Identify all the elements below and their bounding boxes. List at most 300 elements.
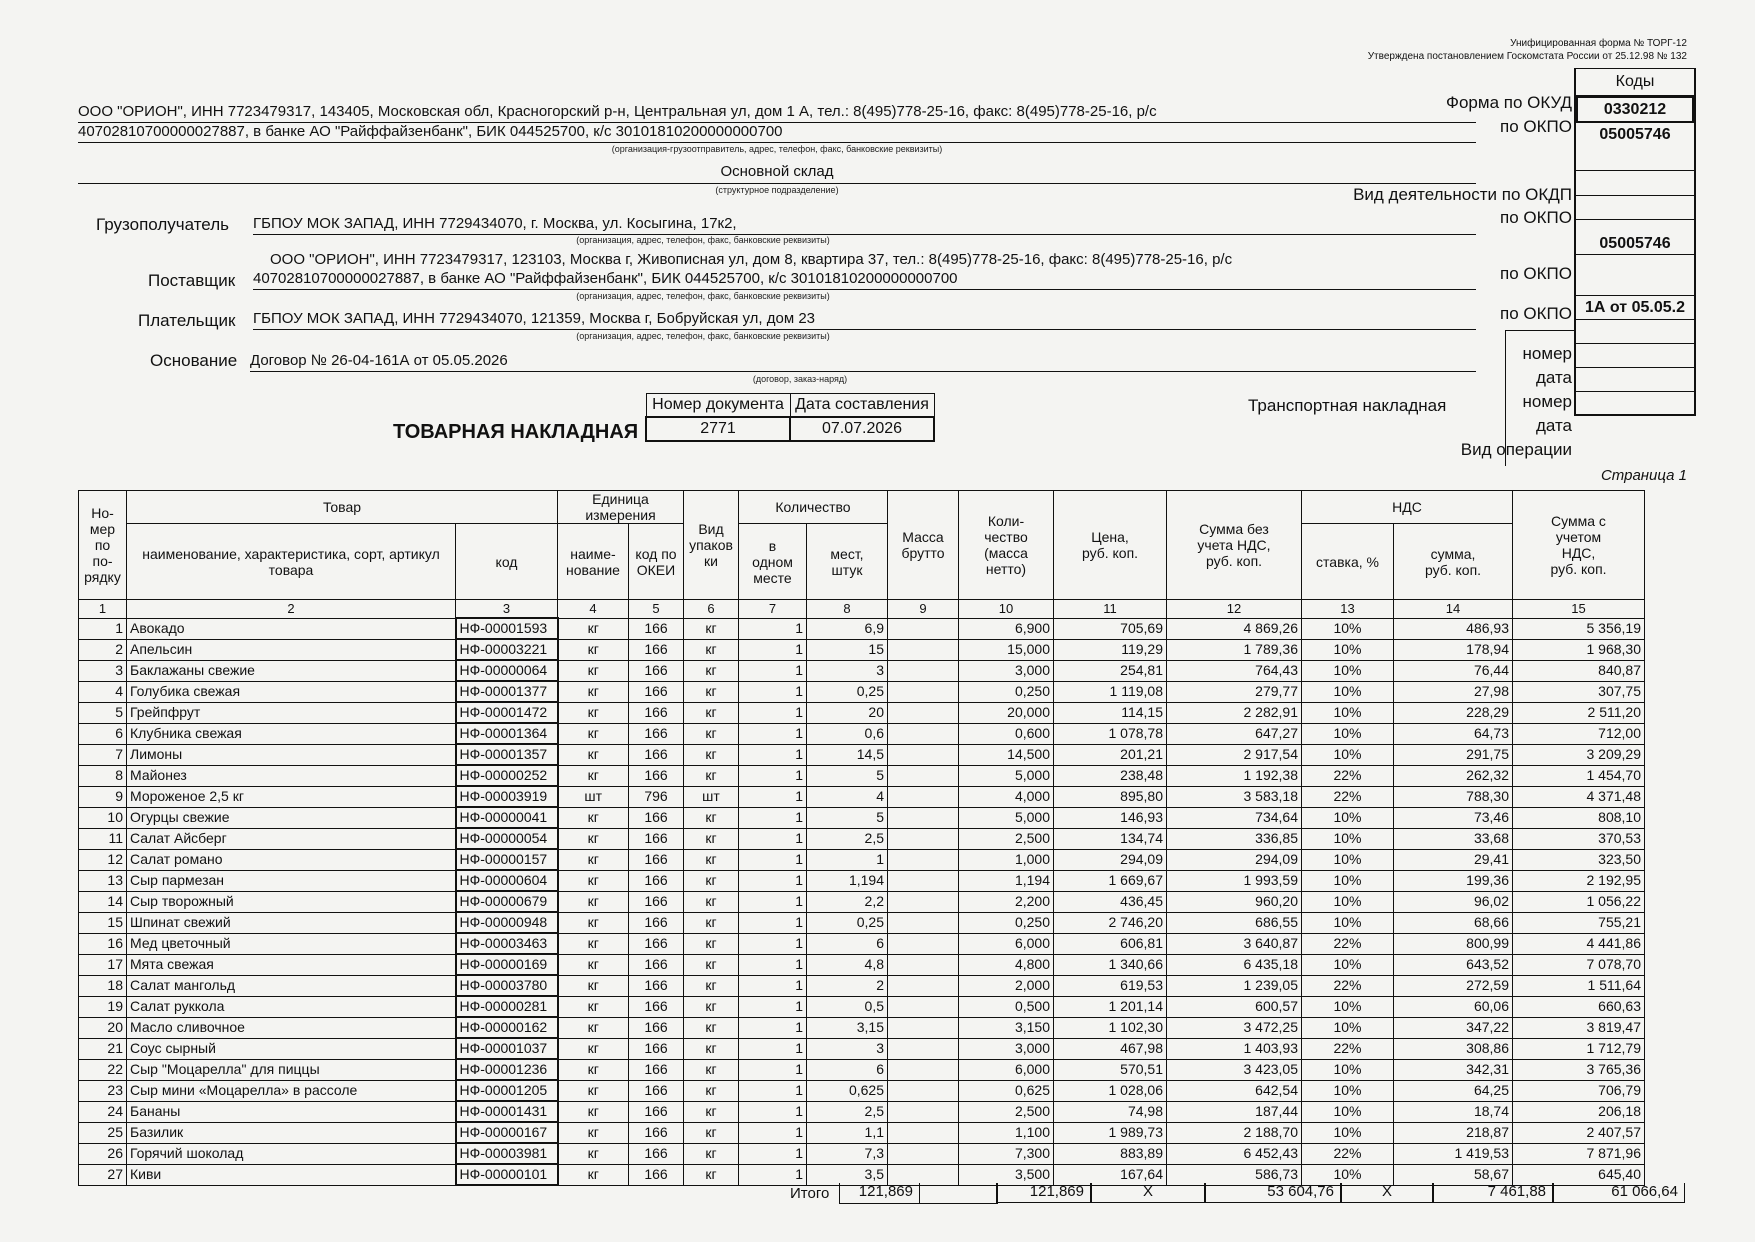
pack-type: кг	[684, 849, 739, 870]
goods-name: Салат руккола	[127, 996, 456, 1017]
goods-name: Горячий шоколад	[127, 1143, 456, 1164]
qty-places: 5	[807, 765, 888, 786]
gross-mass	[888, 723, 959, 744]
qty-in-one: 1	[739, 639, 807, 660]
vat-sum: 64,25	[1394, 1080, 1513, 1101]
table-row	[79, 786, 1645, 807]
goods-table	[78, 490, 1645, 1186]
column-number: 1	[79, 600, 127, 619]
totals-total: 61 066,64	[1553, 1183, 1685, 1203]
document-number-table	[645, 393, 935, 442]
table-row	[79, 765, 1645, 786]
form-header	[1368, 37, 1687, 63]
net-qty: 4,800	[959, 954, 1054, 975]
qty-in-one: 1	[739, 618, 807, 639]
price: 238,48	[1054, 765, 1167, 786]
gross-mass	[888, 954, 959, 975]
total-sum: 5 356,19	[1513, 618, 1645, 639]
pack-type: кг	[684, 618, 739, 639]
gross-mass	[888, 1038, 959, 1059]
row-number: 25	[79, 1122, 127, 1143]
vat-rate: 22%	[1302, 1143, 1394, 1164]
total-sum: 7 078,70	[1513, 954, 1645, 975]
vat-sum: 73,46	[1394, 807, 1513, 828]
qty-places: 2,2	[807, 891, 888, 912]
pack-type: кг	[684, 1122, 739, 1143]
okei-code: 166	[629, 744, 684, 765]
totals-vat-sum: 7 461,88	[1433, 1183, 1553, 1203]
row-number: 22	[79, 1059, 127, 1080]
gross-mass	[888, 1122, 959, 1143]
row-number: 13	[79, 870, 127, 891]
vat-sum: 262,32	[1394, 765, 1513, 786]
price: 436,45	[1054, 891, 1167, 912]
sum-novat: 586,73	[1167, 1164, 1302, 1185]
qty-in-one: 1	[739, 744, 807, 765]
goods-code: НФ-00001357	[456, 744, 558, 765]
totals-rate: X	[1341, 1183, 1433, 1203]
pack-type: кг	[684, 1080, 739, 1101]
price: 619,53	[1054, 975, 1167, 996]
supplier-line2: 40702810700000027887, в банке АО "Райффайзенбанк", БИК 044525700, к/с 30101810200000000700	[253, 270, 1476, 290]
vat-sum: 96,02	[1394, 891, 1513, 912]
qty-in-one: 1	[739, 996, 807, 1017]
qty-in-one: 1	[739, 1059, 807, 1080]
okei-code: 166	[629, 1017, 684, 1038]
okei-code: 166	[629, 765, 684, 786]
row-number: 14	[79, 891, 127, 912]
department-caption: (структурное подразделение)	[715, 185, 839, 195]
vat-rate: 10%	[1302, 1122, 1394, 1143]
doc-date-header: Дата составления	[790, 394, 934, 418]
pack-type: кг	[684, 1101, 739, 1122]
gross-mass	[888, 660, 959, 681]
qty-in-one: 1	[739, 975, 807, 996]
total-sum: 1 712,79	[1513, 1038, 1645, 1059]
goods-name: Шпинат свежий	[127, 912, 456, 933]
sum-novat: 3 423,05	[1167, 1059, 1302, 1080]
goods-code: НФ-00000064	[456, 660, 558, 681]
qty-places: 6,9	[807, 618, 888, 639]
unit-name: шт	[558, 786, 629, 807]
h-okei: код по ОКЕИ	[629, 524, 684, 600]
okei-code: 166	[629, 618, 684, 639]
row-number: 5	[79, 702, 127, 723]
column-number: 3	[456, 600, 558, 619]
pack-type: кг	[684, 933, 739, 954]
price: 570,51	[1054, 1059, 1167, 1080]
qty-in-one: 1	[739, 681, 807, 702]
net-qty: 2,200	[959, 891, 1054, 912]
vat-sum: 68,66	[1394, 912, 1513, 933]
vat-sum: 218,87	[1394, 1122, 1513, 1143]
goods-code: НФ-00001364	[456, 723, 558, 744]
basis-caption: (договор, заказ-наряд)	[752, 374, 848, 384]
sum-novat: 3 640,87	[1167, 933, 1302, 954]
qty-places: 5	[807, 807, 888, 828]
price: 1 078,78	[1054, 723, 1167, 744]
consignee-label: Грузополучатель	[96, 215, 229, 234]
vat-sum: 64,73	[1394, 723, 1513, 744]
column-number: 4	[558, 600, 629, 619]
row-number: 24	[79, 1101, 127, 1122]
unit-name: кг	[558, 954, 629, 975]
goods-name: Лимоны	[127, 744, 456, 765]
row-number: 4	[79, 681, 127, 702]
price: 1 340,66	[1054, 954, 1167, 975]
pack-type: кг	[684, 807, 739, 828]
vat-rate: 10%	[1302, 828, 1394, 849]
net-qty: 6,000	[959, 1059, 1054, 1080]
okei-code: 166	[629, 1038, 684, 1059]
qty-places: 1	[807, 849, 888, 870]
pack-type: шт	[684, 786, 739, 807]
goods-code: НФ-00000041	[456, 807, 558, 828]
vat-sum: 228,29	[1394, 702, 1513, 723]
h-unit-name: наиме- нование	[558, 524, 629, 600]
gross-mass	[888, 933, 959, 954]
okei-code: 796	[629, 786, 684, 807]
goods-code: НФ-00003221	[456, 639, 558, 660]
goods-name: Клубника свежая	[127, 723, 456, 744]
doc-number-header: Номер документа	[646, 394, 790, 418]
goods-name: Сыр творожный	[127, 891, 456, 912]
pack-type: кг	[684, 681, 739, 702]
h-vat-sum: сумма, руб. коп.	[1394, 524, 1513, 600]
payer-value: ГБПОУ МОК ЗАПАД, ИНН 7729434070, 121359, Москва г, Бобруйская ул, дом 23	[253, 310, 1476, 330]
column-number: 7	[739, 600, 807, 619]
qty-in-one: 1	[739, 723, 807, 744]
total-sum: 1 454,70	[1513, 765, 1645, 786]
vat-rate: 10%	[1302, 660, 1394, 681]
goods-name: Сыр "Моцарелла" для пиццы	[127, 1059, 456, 1080]
qty-places: 3	[807, 1038, 888, 1059]
net-qty: 6,000	[959, 933, 1054, 954]
vat-rate: 10%	[1302, 912, 1394, 933]
sum-novat: 1 192,38	[1167, 765, 1302, 786]
vat-sum: 199,36	[1394, 870, 1513, 891]
table-row	[79, 1059, 1645, 1080]
pack-type: кг	[684, 975, 739, 996]
goods-code: НФ-00000281	[456, 996, 558, 1017]
h-qty: Количество	[739, 491, 888, 524]
goods-code: НФ-00001205	[456, 1080, 558, 1101]
shipper-line2: 40702810700000027887, в банке АО "Райффайзенбанк", БИК 044525700, к/с 30101810200000000700	[78, 123, 1476, 143]
unit-name: кг	[558, 933, 629, 954]
table-row	[79, 807, 1645, 828]
ttn-number-label: номер	[1522, 392, 1572, 411]
total-sum: 2 192,95	[1513, 870, 1645, 891]
okei-code: 166	[629, 975, 684, 996]
vat-sum: 347,22	[1394, 1017, 1513, 1038]
okei-code: 166	[629, 912, 684, 933]
consignee-value: ГБПОУ МОК ЗАПАД, ИНН 7729434070, г. Москва, ул. Косыгина, 17к2,	[253, 215, 1476, 235]
supplier-caption: (организация, адрес, телефон, факс, банковские реквизиты)	[576, 291, 830, 301]
unit-name: кг	[558, 681, 629, 702]
net-qty: 1,194	[959, 870, 1054, 891]
goods-code: НФ-00000101	[456, 1164, 558, 1185]
qty-places: 6	[807, 933, 888, 954]
sum-novat: 600,57	[1167, 996, 1302, 1017]
price: 1 669,67	[1054, 870, 1167, 891]
qty-in-one: 1	[739, 786, 807, 807]
goods-code: НФ-00000679	[456, 891, 558, 912]
okei-code: 166	[629, 1164, 684, 1185]
price: 294,09	[1054, 849, 1167, 870]
vat-sum: 27,98	[1394, 681, 1513, 702]
pack-type: кг	[684, 1164, 739, 1185]
total-sum: 808,10	[1513, 807, 1645, 828]
sum-novat: 1 403,93	[1167, 1038, 1302, 1059]
table-row	[79, 1143, 1645, 1164]
goods-code: НФ-00001377	[456, 681, 558, 702]
pack-type: кг	[684, 1017, 739, 1038]
qty-in-one: 1	[739, 1038, 807, 1059]
gross-mass	[888, 765, 959, 786]
pack-type: кг	[684, 1038, 739, 1059]
vat-sum: 60,06	[1394, 996, 1513, 1017]
row-number: 15	[79, 912, 127, 933]
operation-code	[1576, 392, 1694, 414]
row-number: 17	[79, 954, 127, 975]
pack-type: кг	[684, 1143, 739, 1164]
row-number: 16	[79, 933, 127, 954]
row-number: 6	[79, 723, 127, 744]
table-row	[79, 1038, 1645, 1059]
table-row	[79, 1101, 1645, 1122]
column-number: 5	[629, 600, 684, 619]
qty-in-one: 1	[739, 765, 807, 786]
vat-rate: 10%	[1302, 744, 1394, 765]
total-sum: 3 819,47	[1513, 1017, 1645, 1038]
ttn-label: Транспортная накладная	[1248, 396, 1447, 415]
h-sum-novat: Сумма без учета НДС, руб. коп.	[1167, 491, 1302, 600]
operation-label: Вид операции	[1460, 440, 1572, 459]
codes-title: Коды	[1576, 69, 1694, 96]
total-sum: 3 765,36	[1513, 1059, 1645, 1080]
total-sum: 840,87	[1513, 660, 1645, 681]
qty-in-one: 1	[739, 1122, 807, 1143]
net-qty: 1,100	[959, 1122, 1054, 1143]
goods-name: Мед цветочный	[127, 933, 456, 954]
okei-code: 166	[629, 702, 684, 723]
vat-sum: 272,59	[1394, 975, 1513, 996]
sum-novat: 734,64	[1167, 807, 1302, 828]
goods-name: Огурцы свежие	[127, 807, 456, 828]
price: 201,21	[1054, 744, 1167, 765]
vat-rate: 10%	[1302, 1059, 1394, 1080]
qty-in-one: 1	[739, 1101, 807, 1122]
price: 467,98	[1054, 1038, 1167, 1059]
goods-name: Сыр пармезан	[127, 870, 456, 891]
okei-code: 166	[629, 1059, 684, 1080]
row-number: 10	[79, 807, 127, 828]
vat-rate: 22%	[1302, 786, 1394, 807]
vat-sum: 76,44	[1394, 660, 1513, 681]
price: 1 989,73	[1054, 1122, 1167, 1143]
qty-places: 0,625	[807, 1080, 888, 1101]
unit-name: кг	[558, 1122, 629, 1143]
net-qty: 2,500	[959, 1101, 1054, 1122]
qty-in-one: 1	[739, 807, 807, 828]
vat-rate: 10%	[1302, 1017, 1394, 1038]
table-row	[79, 660, 1645, 681]
gross-mass	[888, 744, 959, 765]
h-places: мест, штук	[807, 524, 888, 600]
gross-mass	[888, 807, 959, 828]
table-row	[79, 618, 1645, 639]
row-number: 26	[79, 1143, 127, 1164]
goods-name: Голубика свежая	[127, 681, 456, 702]
column-number: 9	[888, 600, 959, 619]
okpo-label-2: по ОКПО	[1500, 208, 1572, 227]
column-number: 8	[807, 600, 888, 619]
pack-type: кг	[684, 891, 739, 912]
gross-mass	[888, 849, 959, 870]
price: 1 102,30	[1054, 1017, 1167, 1038]
table-row	[79, 723, 1645, 744]
okei-code: 166	[629, 807, 684, 828]
vat-rate: 10%	[1302, 723, 1394, 744]
goods-code: НФ-00000604	[456, 870, 558, 891]
goods-name: Грейпфрут	[127, 702, 456, 723]
total-sum: 1 968,30	[1513, 639, 1645, 660]
unit-name: кг	[558, 1101, 629, 1122]
okei-code: 166	[629, 933, 684, 954]
gross-mass	[888, 996, 959, 1017]
qty-in-one: 1	[739, 849, 807, 870]
price: 2 746,20	[1054, 912, 1167, 933]
unit-name: кг	[558, 723, 629, 744]
price: 146,93	[1054, 807, 1167, 828]
doc-date: 07.07.2026	[790, 417, 934, 441]
total-sum: 3 209,29	[1513, 744, 1645, 765]
unit-name: кг	[558, 1059, 629, 1080]
h-total: Сумма с учетом НДС, руб. коп.	[1513, 491, 1645, 600]
goods-code: НФ-00000948	[456, 912, 558, 933]
okei-code: 166	[629, 1101, 684, 1122]
price: 883,89	[1054, 1143, 1167, 1164]
okpo-label-4: по ОКПО	[1500, 304, 1572, 323]
qty-places: 14,5	[807, 744, 888, 765]
vat-sum: 178,94	[1394, 639, 1513, 660]
basis-date-label: дата	[1535, 368, 1572, 387]
price: 1 201,14	[1054, 996, 1167, 1017]
okud-code: 0330212	[1576, 96, 1694, 123]
sum-novat: 647,27	[1167, 723, 1302, 744]
gross-mass	[888, 870, 959, 891]
price: 119,29	[1054, 639, 1167, 660]
vat-sum: 486,93	[1394, 618, 1513, 639]
total-sum: 4 371,48	[1513, 786, 1645, 807]
total-sum: 7 871,96	[1513, 1143, 1645, 1164]
table-row	[79, 912, 1645, 933]
sum-novat: 4 869,26	[1167, 618, 1302, 639]
gross-mass	[888, 891, 959, 912]
goods-name: Соус сырный	[127, 1038, 456, 1059]
price: 705,69	[1054, 618, 1167, 639]
qty-in-one: 1	[739, 828, 807, 849]
qty-in-one: 1	[739, 1017, 807, 1038]
total-sum: 4 441,86	[1513, 933, 1645, 954]
gross-mass	[888, 702, 959, 723]
totals-net: 121,869	[996, 1183, 1091, 1203]
pack-type: кг	[684, 912, 739, 933]
table-row	[79, 975, 1645, 996]
okei-code: 166	[629, 891, 684, 912]
sum-novat: 764,43	[1167, 660, 1302, 681]
column-number: 6	[684, 600, 739, 619]
row-number: 20	[79, 1017, 127, 1038]
net-qty: 3,000	[959, 660, 1054, 681]
unit-name: кг	[558, 807, 629, 828]
net-qty: 0,600	[959, 723, 1054, 744]
gross-mass	[888, 912, 959, 933]
total-sum: 1 511,64	[1513, 975, 1645, 996]
total-sum: 323,50	[1513, 849, 1645, 870]
total-sum: 2 511,20	[1513, 702, 1645, 723]
payer-caption: (организация, адрес, телефон, факс, банковские реквизиты)	[576, 331, 830, 341]
column-number: 14	[1394, 600, 1513, 619]
goods-code: НФ-00000054	[456, 828, 558, 849]
price: 1 119,08	[1054, 681, 1167, 702]
pack-type: кг	[684, 765, 739, 786]
okei-code: 166	[629, 849, 684, 870]
totals-row	[78, 1183, 1678, 1205]
document-title: ТОВАРНАЯ НАКЛАДНАЯ	[393, 421, 639, 443]
okpo-code-4	[1576, 255, 1694, 296]
qty-in-one: 1	[739, 660, 807, 681]
goods-name: Салат мангольд	[127, 975, 456, 996]
unit-name: кг	[558, 1038, 629, 1059]
qty-in-one: 1	[739, 702, 807, 723]
unit-name: кг	[558, 744, 629, 765]
table-row	[79, 996, 1645, 1017]
vat-sum: 342,31	[1394, 1059, 1513, 1080]
net-qty: 5,000	[959, 807, 1054, 828]
department: Основной склад	[78, 163, 1476, 184]
qty-in-one: 1	[739, 1080, 807, 1101]
table-row	[79, 1017, 1645, 1038]
goods-code: НФ-00000157	[456, 849, 558, 870]
unit-name: кг	[558, 639, 629, 660]
pack-type: кг	[684, 996, 739, 1017]
net-qty: 1,000	[959, 849, 1054, 870]
okei-code: 166	[629, 1122, 684, 1143]
ttn-date-code	[1576, 368, 1694, 392]
net-qty: 3,500	[959, 1164, 1054, 1185]
vat-sum: 643,52	[1394, 954, 1513, 975]
total-sum: 2 407,57	[1513, 1122, 1645, 1143]
goods-code: НФ-00001431	[456, 1101, 558, 1122]
unit-name: кг	[558, 828, 629, 849]
qty-in-one: 1	[739, 891, 807, 912]
basis-bracket	[1505, 330, 1575, 466]
vat-rate: 10%	[1302, 639, 1394, 660]
pack-type: кг	[684, 744, 739, 765]
sum-novat: 2 917,54	[1167, 744, 1302, 765]
goods-name: Мята свежая	[127, 954, 456, 975]
table-row	[79, 828, 1645, 849]
table-row	[79, 702, 1645, 723]
net-qty: 14,500	[959, 744, 1054, 765]
form-header-line1: Унифицированная форма № ТОРГ-12	[1510, 38, 1687, 49]
page-number: Страница 1	[1600, 467, 1687, 484]
column-number: 15	[1513, 600, 1645, 619]
row-number: 23	[79, 1080, 127, 1101]
table-row	[79, 1122, 1645, 1143]
price: 254,81	[1054, 660, 1167, 681]
